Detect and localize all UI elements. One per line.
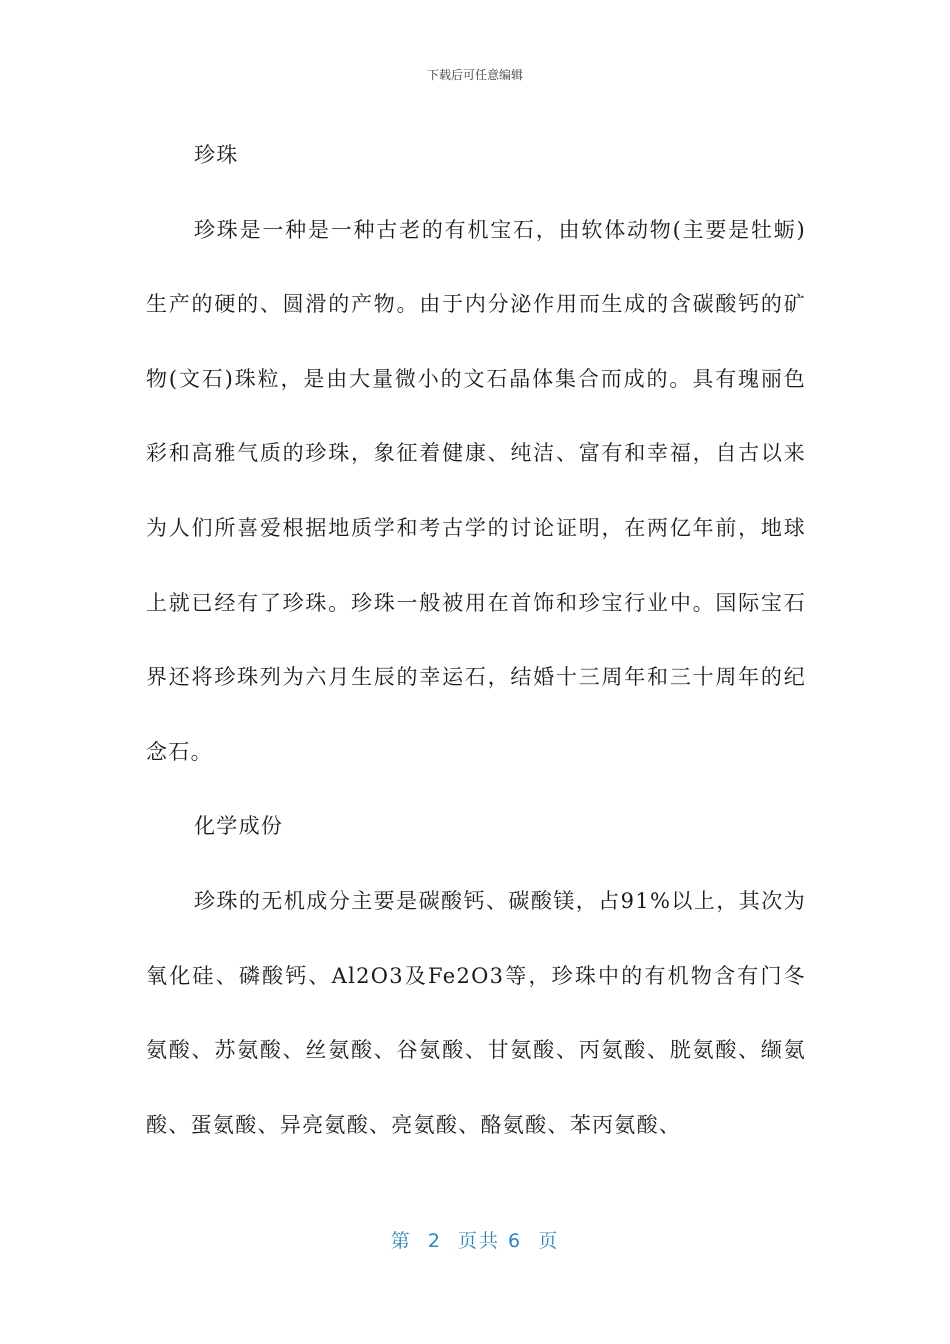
- paragraph-pearl-intro: 珍珠是一种是一种古老的有机宝石，由软体动物(主要是牡蛎)生产的硬的、圆滑的产物。由于内分泌作用而生成的含碳酸钙的矿物(文石)珠粒，是由大量微小的文石晶体集合而成的。具有瑰丽色彩和高雅气质的珍珠，象征着健康、纯洁、富有和幸福，自古以来为人们所喜爱根据地质学和考古学的讨论证明，在两亿年前，地球上就已经有了珍珠。珍珠一般被用在首饰和珍宝行业中。国际宝石界还将珍珠列为六月生辰的幸运石，结婚十三周年和三十周年的纪念石。: [146, 217, 806, 764]
- paragraph-chemical-composition: 珍珠的无机成分主要是碳酸钙、碳酸镁，占91%以上，其次为氧化硅、磷酸钙、Al2O3及Fe2O3等，珍珠中的有机物含有门冬氨酸、苏氨酸、丝氨酸、谷氨酸、甘氨酸、丙氨酸、胱氨酸、缬氨酸、蛋氨酸、异亮氨酸、亮氨酸、酪氨酸、苯丙氨酸、: [146, 888, 806, 1137]
- section-title-chemical-composition: 化学成份: [194, 814, 284, 839]
- section-title-pearl: 珍珠: [194, 143, 239, 167]
- page-number: 第 2 页共 6 页: [390, 1230, 560, 1252]
- document-body: [146, 118, 806, 1162]
- header-note: 下载后可任意编辑: [426, 68, 523, 82]
